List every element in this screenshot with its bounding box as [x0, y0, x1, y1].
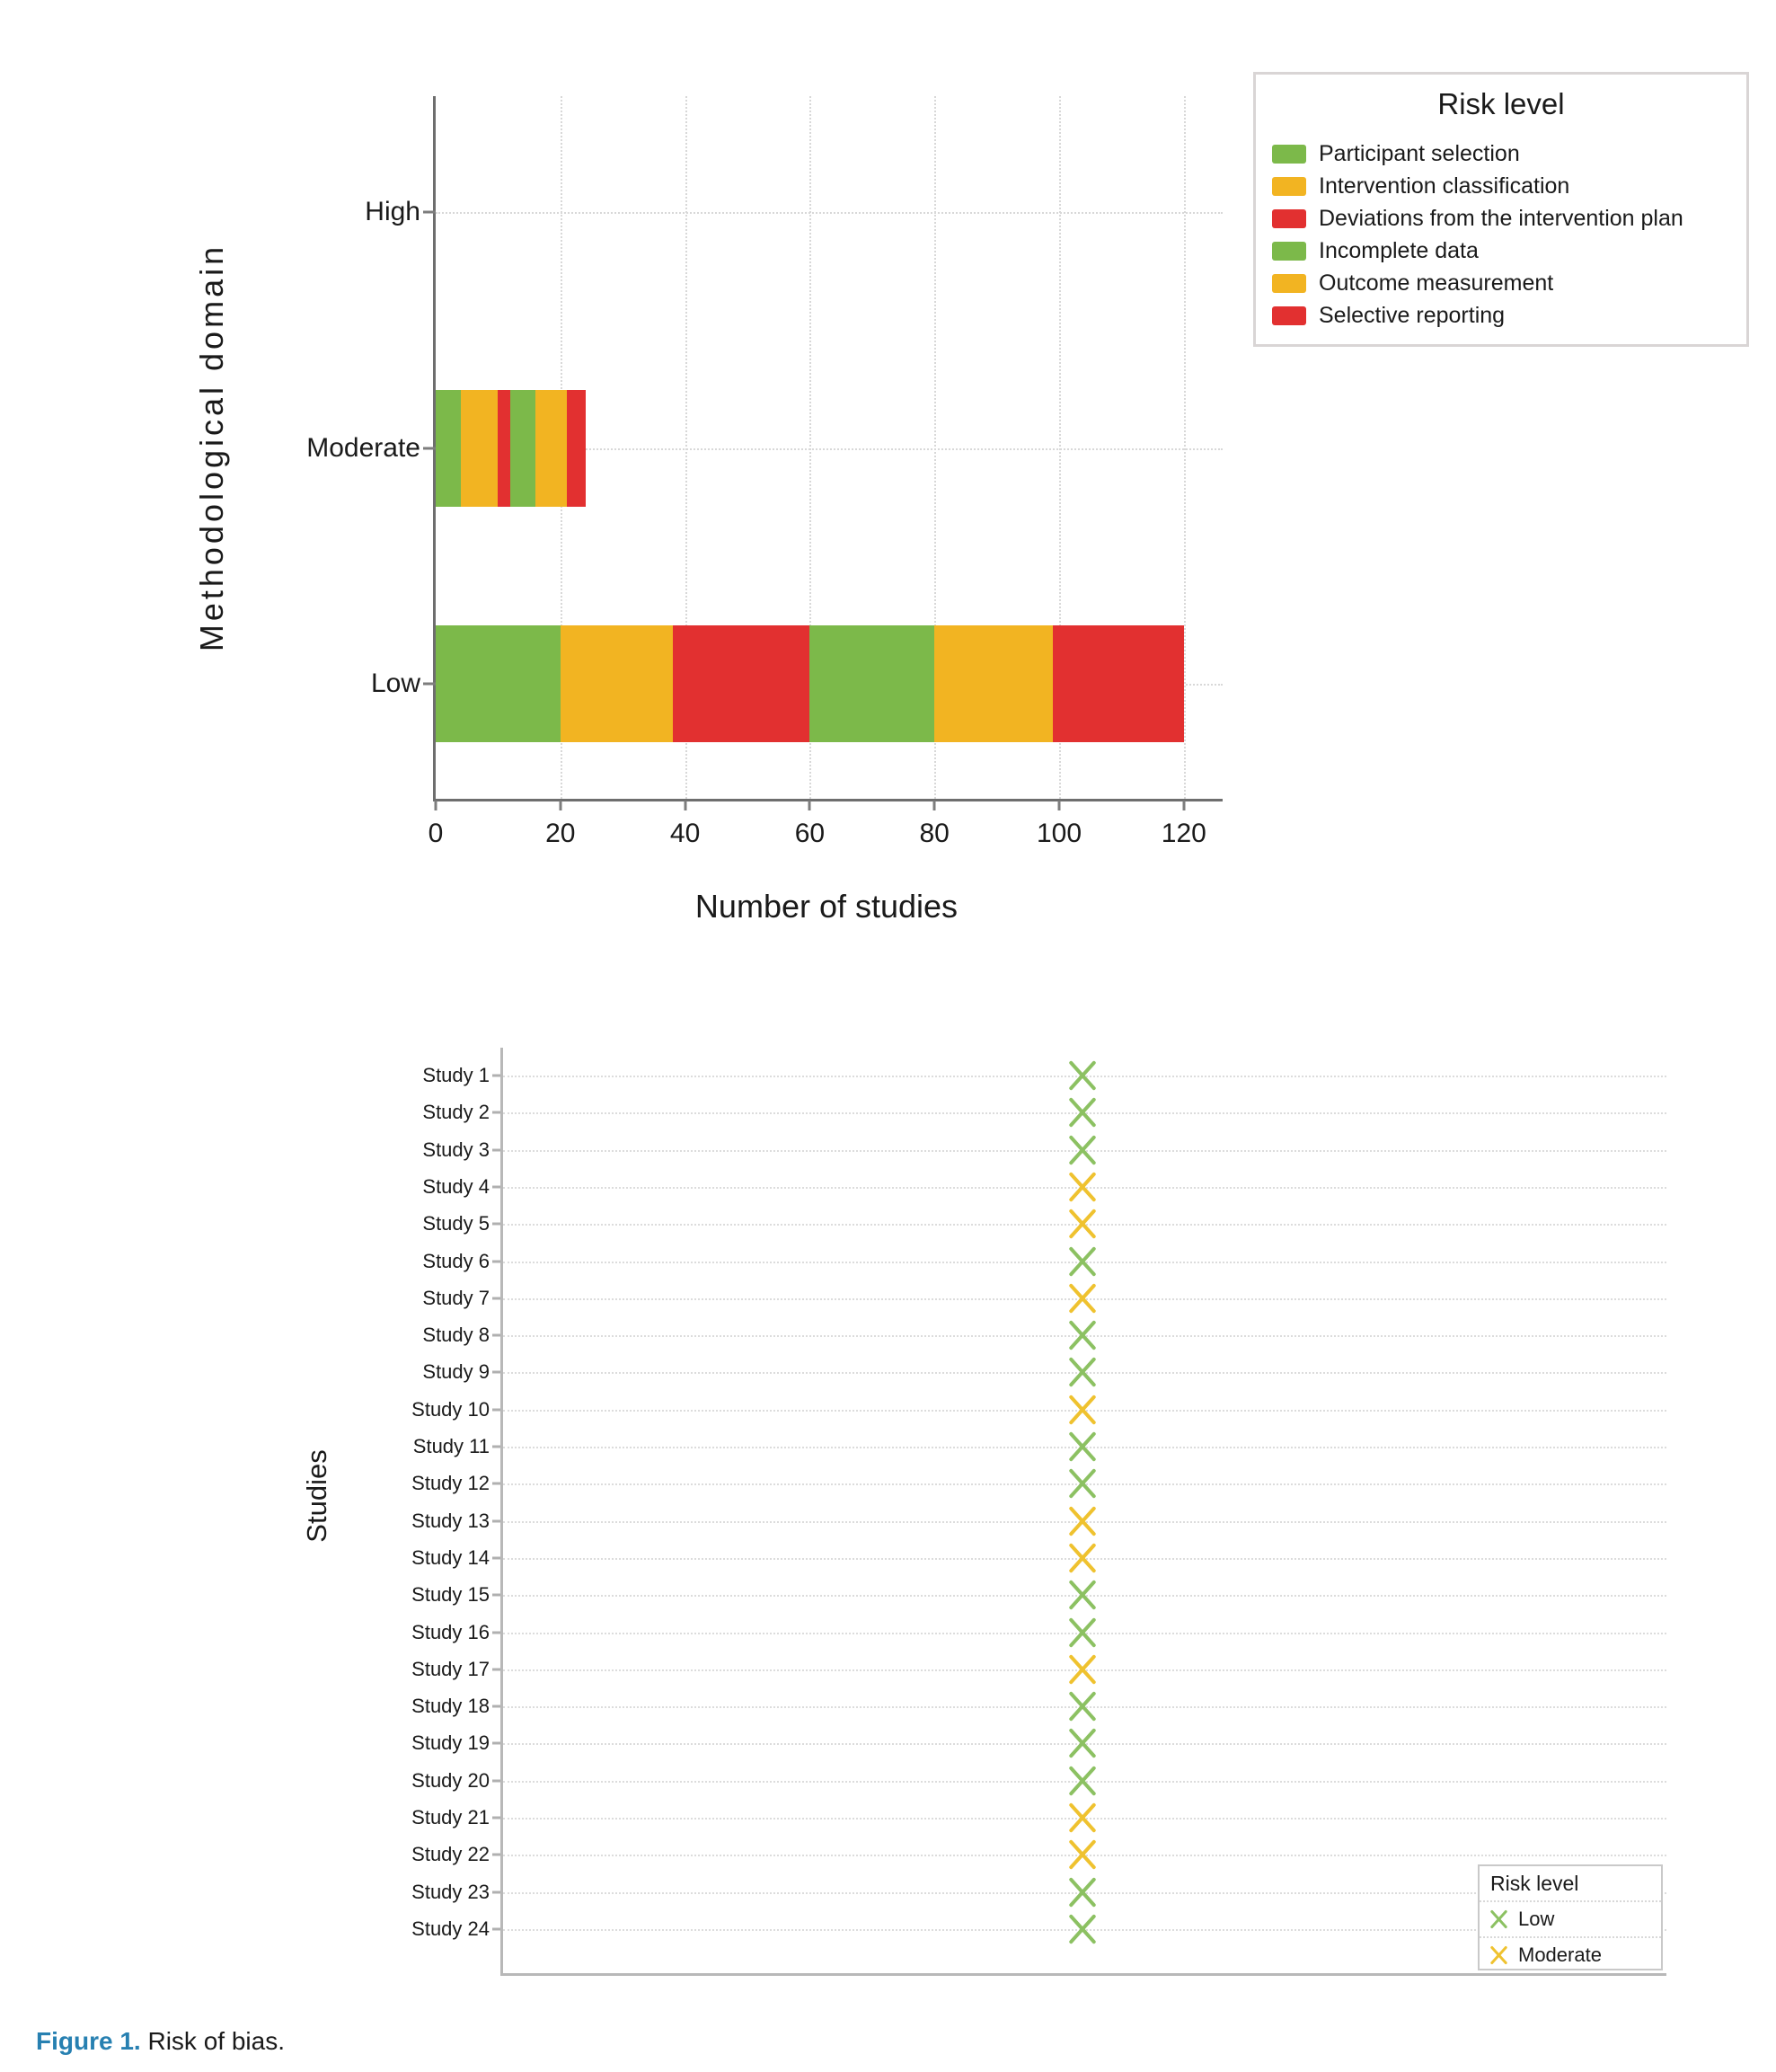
- top-legend-items: [1272, 141, 1746, 328]
- top-x-axis-label: Number of studies: [694, 888, 959, 925]
- study-label: Study 8: [422, 1324, 490, 1347]
- bar-segment: [934, 625, 1053, 742]
- study-label: Study 5: [422, 1212, 490, 1235]
- y-axis-tick: [423, 447, 436, 450]
- study-label: Study 19: [411, 1731, 490, 1755]
- x-axis-tick: [684, 801, 686, 810]
- study-axis-tick: [492, 1817, 500, 1820]
- bar-segment: [673, 625, 810, 742]
- study-axis-tick: [492, 1185, 500, 1188]
- legend-x-marker: [1487, 1908, 1510, 1931]
- study-label: Study 3: [422, 1138, 490, 1161]
- top-legend-title: Risk level: [1437, 87, 1565, 120]
- y-axis-tick: [423, 683, 436, 686]
- study-axis-tick: [492, 1927, 500, 1930]
- bar-segment: [436, 625, 561, 742]
- study-label: Study 15: [411, 1583, 490, 1607]
- legend-item-label: Intervention classification: [1319, 173, 1570, 199]
- study-axis-tick: [492, 1408, 500, 1411]
- horizontal-gridline: [436, 212, 1223, 214]
- study-label: Study 14: [411, 1545, 490, 1569]
- bar-segment: [561, 625, 673, 742]
- study-label: Study 7: [422, 1286, 490, 1309]
- study-label: Study 16: [411, 1620, 490, 1643]
- study-axis-tick: [492, 1854, 500, 1856]
- study-axis-tick: [492, 1742, 500, 1745]
- study-axis-tick: [492, 1371, 500, 1374]
- category-label: Moderate: [306, 433, 420, 463]
- legend-item-label: Incomplete data: [1319, 237, 1479, 263]
- y-axis-tick: [423, 211, 436, 214]
- legend-item: [1272, 303, 1746, 328]
- study-axis-tick: [492, 1297, 500, 1299]
- study-label: Study 4: [422, 1174, 490, 1198]
- study-axis-tick: [492, 1075, 500, 1077]
- legend-item: [1272, 141, 1746, 166]
- x-axis-tick-label: 100: [1036, 819, 1082, 848]
- study-axis-tick: [492, 1519, 500, 1522]
- bar-segment: [535, 390, 567, 507]
- study-axis-tick: [492, 1890, 500, 1893]
- study-label: Study 24: [411, 1917, 490, 1940]
- study-axis-tick: [492, 1223, 500, 1226]
- legend-item: [1272, 238, 1746, 263]
- x-axis-tick: [808, 801, 811, 810]
- legend-item-label: Deviations from the intervention plan: [1319, 205, 1683, 231]
- figure-caption: [36, 2027, 285, 2056]
- bottom-legend-items: [1480, 1902, 1661, 1972]
- study-label: Study 18: [411, 1695, 490, 1718]
- legend-item-label: Participant selection: [1319, 140, 1520, 166]
- legend-swatch: [1272, 242, 1306, 261]
- study-axis-tick: [492, 1446, 500, 1448]
- study-label: Study 9: [422, 1360, 490, 1384]
- legend-item-label: Outcome measurement: [1319, 270, 1554, 296]
- bottom-y-axis-label: Studies: [301, 1449, 332, 1543]
- legend-item-label: Moderate: [1518, 1944, 1602, 1966]
- study-axis-tick: [492, 1260, 500, 1262]
- stacked-bar: [436, 625, 1184, 742]
- legend-item: [1272, 173, 1746, 199]
- stacked-bar: [436, 390, 586, 507]
- bottom-legend-title: Risk level: [1480, 1866, 1661, 1902]
- legend-swatch: [1272, 274, 1306, 293]
- x-axis-tick-label: 120: [1161, 819, 1206, 848]
- study-axis-tick: [492, 1631, 500, 1634]
- legend-swatch: [1272, 209, 1306, 228]
- study-axis-tick: [492, 1705, 500, 1708]
- bar-segment: [567, 390, 586, 507]
- study-axis-tick: [492, 1779, 500, 1782]
- study-axis-tick: [492, 1111, 500, 1114]
- study-label: Study 11: [412, 1435, 490, 1457]
- bar-segment: [1053, 625, 1184, 742]
- bar-segment: [809, 625, 934, 742]
- legend-swatch: [1272, 145, 1306, 164]
- study-label: Study 12: [411, 1472, 490, 1495]
- bottom-plot-area: [411, 1048, 1666, 1976]
- x-axis-tick-label: 60: [794, 819, 826, 848]
- x-axis-tick: [1182, 801, 1185, 810]
- x-axis-tick-label: 20: [545, 819, 576, 848]
- legend-item: [1272, 270, 1746, 296]
- x-axis-tick: [1058, 801, 1061, 810]
- vertical-gridline: [1184, 96, 1186, 799]
- legend-x-marker: [1487, 1944, 1510, 1967]
- legend-item: [1480, 1938, 1661, 1972]
- top-y-axis-label: Methodological domain: [193, 243, 230, 652]
- study-axis-tick: [492, 1148, 500, 1151]
- study-axis-tick: [492, 1556, 500, 1559]
- x-axis-tick: [559, 801, 561, 810]
- x-axis-tick-label: 80: [919, 819, 950, 848]
- bar-segment: [436, 390, 461, 507]
- x-axis-tick-label: 40: [669, 819, 701, 848]
- category-label: Low: [370, 669, 420, 698]
- study-axis-tick: [492, 1334, 500, 1337]
- study-label: Study 21: [411, 1806, 490, 1828]
- study-label: Study 17: [411, 1657, 490, 1680]
- legend-swatch: [1272, 306, 1306, 325]
- study-axis-tick: [492, 1483, 500, 1485]
- legend-item: [1272, 206, 1746, 231]
- legend-item: [1480, 1902, 1661, 1938]
- bottom-legend: [1478, 1864, 1663, 1970]
- study-label: Study 22: [411, 1843, 490, 1866]
- bar-segment: [498, 390, 510, 507]
- study-label: Study 13: [411, 1509, 490, 1532]
- top-plot-area: [306, 96, 1223, 848]
- legend-item-label: Low: [1518, 1908, 1555, 1930]
- x-axis-tick-label: 0: [428, 819, 444, 848]
- study-label: Study 6: [422, 1249, 490, 1272]
- category-label: High: [365, 197, 420, 226]
- top-legend: [1253, 72, 1749, 347]
- x-axis-tick: [933, 801, 936, 810]
- study-label: Study 20: [411, 1768, 490, 1792]
- figure-caption-label: Figure 1.: [36, 2027, 141, 2055]
- bar-segment: [510, 390, 535, 507]
- study-label: Study 23: [411, 1880, 490, 1903]
- x-axis-tick: [435, 801, 437, 810]
- study-label: Study 1: [422, 1064, 490, 1086]
- study-axis-tick: [492, 1668, 500, 1670]
- legend-item-label: Selective reporting: [1319, 302, 1506, 328]
- study-label: Study 2: [422, 1101, 490, 1124]
- legend-swatch: [1272, 177, 1306, 196]
- figure-caption-text: Risk of bias.: [140, 2027, 285, 2055]
- study-axis-tick: [492, 1594, 500, 1597]
- study-label: Study 10: [411, 1397, 490, 1421]
- bar-segment: [461, 390, 499, 507]
